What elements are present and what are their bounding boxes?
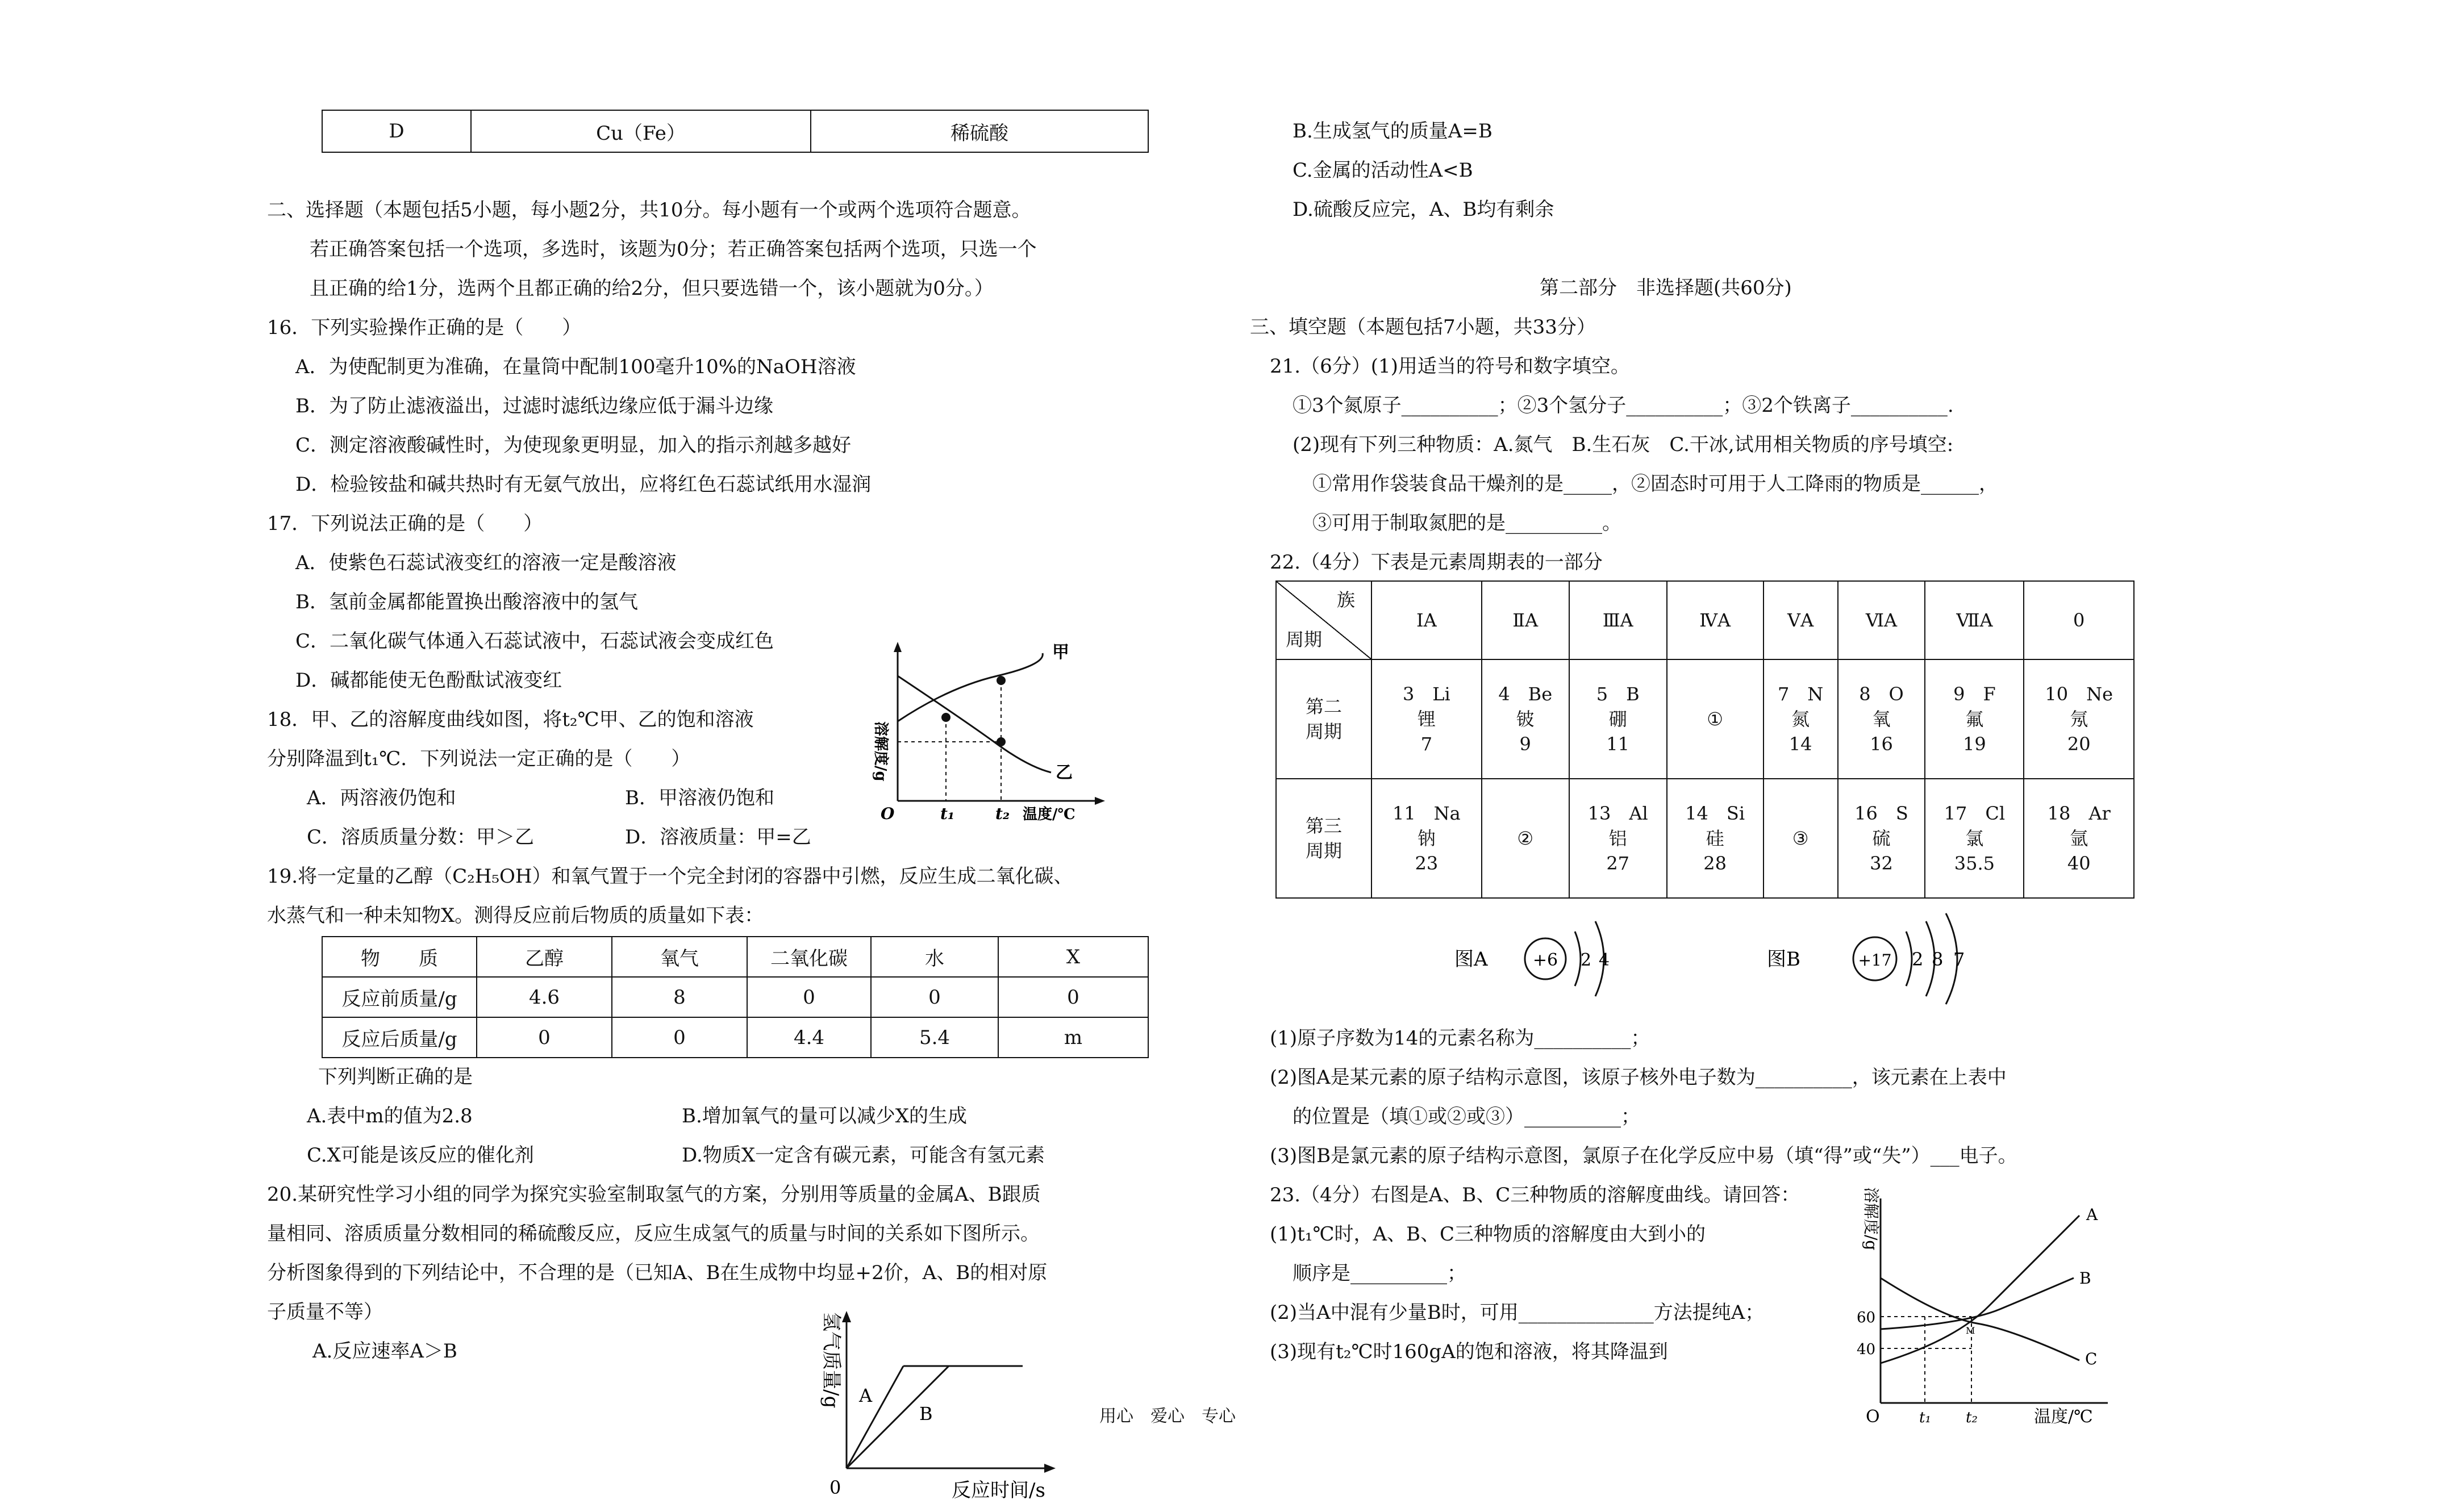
q19-table-cell: 4.4	[747, 1017, 871, 1058]
q17-option: A．使紫色石蕊试液变红的溶液一定是酸溶液	[295, 552, 677, 574]
q19-line: 19.将一定量的乙醇（C₂H₅OH）和氧气置于一个完全封闭的容器中引燃，反应生成二氧化碳、	[267, 865, 1073, 888]
element-cell: 9 F 氟 19	[1925, 659, 2024, 779]
element-cell-blank: ①	[1667, 659, 1764, 779]
q16-option: A．为使配制更为准确，在量筒中配制100毫升10%的NaOH溶液	[295, 356, 856, 378]
q19-table-cell: 二氧化碳	[747, 937, 871, 977]
q22-stem: 22.（4分）下表是元素周期表的一部分	[1270, 551, 1603, 574]
q18-graph-t2: t₂	[995, 804, 1010, 823]
q18-graph-xlabel: 温度/℃	[1023, 806, 1075, 823]
q19-table-cell: 反应后质量/g	[322, 1017, 477, 1058]
periodic-table-row	[1276, 659, 2134, 779]
fig-b-label: 图B	[1767, 948, 1800, 971]
q22-sub: (3)图B是氯元素的原子结构示意图，氯原子在化学反应中易（填“得”或“失”）___电子。	[1270, 1145, 2017, 1167]
group-header: ⅢA	[1569, 581, 1667, 659]
element-cell-blank: ②	[1482, 779, 1569, 898]
q23-sub: (2)当A中混有少量B时，可用______________方法提纯A；	[1270, 1301, 1765, 1324]
q18-option: A．两溶液仍饱和	[307, 787, 456, 809]
group-header: ⅠA	[1371, 581, 1482, 659]
page-footer: 用心 爱心 专心	[1099, 1406, 1236, 1426]
q21-line: ①3个氮原子__________；②3个氢分子__________；③2个铁离子__________.	[1293, 394, 1954, 417]
q23-graph-ylabel: 溶解度/g	[1862, 1187, 1881, 1251]
element-cell: 18 Ar 氩 40	[2024, 779, 2134, 898]
group-header: ⅤA	[1764, 581, 1838, 659]
q22-sub: 的位置是（填①或②或③）__________；	[1293, 1105, 1640, 1128]
q21-line: 21.（6分）(1)用适当的符号和数字填空。	[1270, 355, 1630, 378]
element-cell: 10 Ne 氖 20	[2024, 659, 2134, 779]
q19-table-cell: 0	[612, 1017, 747, 1058]
fig-a-shell2: 4	[1599, 950, 1610, 970]
q23-sub: (1)t₁℃时，A、B、C三种物质的溶解度由大到小的	[1270, 1223, 1706, 1246]
element-cell: 3 Li 锂 7	[1371, 659, 1482, 779]
q23-graph-A: A	[2086, 1205, 2098, 1224]
q23-graph-t1: t₁	[1919, 1409, 1931, 1426]
q20-graph-A: A	[859, 1385, 873, 1406]
q23-sub: 顺序是__________；	[1293, 1262, 1466, 1285]
q20-line: 量相同、溶质质量分数相同的稀硫酸反应，反应生成氢气的质量与时间的关系如下图所示。	[267, 1222, 1040, 1245]
q19-table-cell: 氧气	[612, 937, 747, 977]
q16-option: B．为了防止滤液溢出，过滤时滤纸边缘应低于漏斗边缘	[295, 395, 773, 417]
element-cell: 14 Si 硅 28	[1667, 779, 1764, 898]
sec2-line: 若正确答案包括一个选项，多选时，该题为0分；若正确答案包括两个选项，只选一个	[310, 238, 1037, 261]
q19-table-header-row	[322, 937, 1148, 977]
q23-graph-C: C	[2085, 1350, 2098, 1368]
q19-option: A.表中m的值为2.8	[307, 1105, 473, 1127]
group-header: ⅡA	[1482, 581, 1569, 659]
top-table-cell: 稀硫酸	[811, 110, 1148, 152]
q17-option: D．碱都能使无色酚酞试液变红	[295, 669, 562, 692]
q18-graph-origin: O	[881, 804, 895, 823]
group-header: ⅣA	[1667, 581, 1764, 659]
q19-table-cell: 物 质	[322, 937, 477, 977]
q19-table-cell: 0	[871, 977, 998, 1017]
q20-line: 子质量不等）	[267, 1301, 383, 1323]
element-cell: 17 Cl 氯 35.5	[1925, 779, 2024, 898]
q21-line: (2)现有下列三种物质：A.氮气 B.生石灰 C.干冰,试用相关物质的序号填空:	[1293, 433, 1954, 456]
group-header: 0	[2024, 581, 2134, 659]
q23-graph-y60: 60	[1857, 1309, 1876, 1326]
q18-graph-jia: 甲	[1052, 642, 1069, 662]
group-header: ⅦA	[1925, 581, 2024, 659]
atom-structure-diagrams	[1432, 909, 2028, 1005]
periodic-table	[1275, 580, 2135, 899]
q18-graph-ylabel: 溶解度/g	[872, 721, 889, 782]
top-table-cell: Cu（Fe）	[471, 110, 811, 152]
q19-table-cell: 0	[477, 1017, 612, 1058]
q20-option: B.生成氢气的质量A=B	[1293, 120, 1493, 143]
fig-b-nucleus: +17	[1858, 951, 1892, 970]
sec2-line: 且正确的给1分，选两个且都正确的给2分，但只要选错一个，该小题就为0分。）	[310, 277, 994, 300]
period-label: 第三 周期	[1276, 779, 1371, 898]
q19-option: D.物质X一定含有碳元素，可能含有氢元素	[682, 1144, 1045, 1167]
q23-solubility-graph	[1841, 1187, 2409, 1431]
q20-line: 20.某研究性学习小组的同学为探究实验室制取氢气的方案，分别用等质量的金属A、B跟质	[267, 1183, 1041, 1206]
q18-line: 18．甲、乙的溶解度曲线如图，将t₂℃甲、乙的饱和溶液	[267, 708, 754, 731]
q19-table-cell: 0	[747, 977, 871, 1017]
q19-option: C.X可能是该反应的催化剂	[307, 1144, 534, 1167]
element-cell: 5 B 硼 11	[1569, 659, 1667, 779]
q20-line: 分析图象得到的下列结论中，不合理的是（已知A、B在生成物中均显+2价，A、B的相对原	[267, 1262, 1048, 1284]
q20-option: C.金属的活动性A<B	[1293, 159, 1473, 182]
q20-graph-xlabel: 反应时间/s	[952, 1479, 1045, 1502]
q23-graph-xlabel: 温度/℃	[2034, 1407, 2093, 1427]
periodic-table-header-row	[1276, 581, 2134, 659]
element-cell: 4 Be 铍 9	[1482, 659, 1569, 779]
fig-b-shell1: 2	[1912, 949, 1924, 970]
group-header: ⅥA	[1838, 581, 1925, 659]
q21-line: ③可用于制取氮肥的是__________。	[1312, 512, 1621, 534]
q19-mass-table	[322, 936, 1149, 1058]
q19-judge: 下列判断正确的是	[318, 1066, 473, 1088]
q23-graph-B: B	[2079, 1269, 2091, 1288]
element-cell: 8 O 氧 16	[1838, 659, 1925, 779]
q19-table-row	[322, 1017, 1148, 1058]
q18-option: B．甲溶液仍饱和	[625, 787, 774, 809]
q19-table-cell: 反应前质量/g	[322, 977, 477, 1017]
sec3-title: 三、填空题（本题包括7小题，共33分）	[1250, 316, 1596, 339]
q22-sub: (1)原子序数为14的元素名称为__________；	[1270, 1027, 1650, 1050]
q23-graph-M: M	[1966, 1325, 1975, 1336]
q18-option: D．溶液质量：甲=乙	[625, 826, 811, 849]
part2-title: 第二部分 非选择题(共60分)	[1540, 277, 1792, 299]
fig-a-label: 图A	[1454, 948, 1488, 971]
periodic-table-row	[1276, 779, 2134, 898]
q22-sub: (2)图A是某元素的原子结构示意图，该原子核外电子数为__________，该元素在上表中	[1270, 1066, 2007, 1089]
corner-group-label: 族	[1336, 589, 1355, 611]
q16-option: C．测定溶液酸碱性时，为使现象更明显，加入的指示剂越多越好	[295, 434, 852, 457]
q19-line: 水蒸气和一种未知物X。测得反应前后物质的质量如下表：	[267, 904, 764, 927]
element-cell: 11 Na 钠 23	[1371, 779, 1482, 898]
element-cell-blank: ③	[1764, 779, 1838, 898]
fig-b-shell3: 7	[1953, 949, 1965, 970]
top-table	[322, 110, 1149, 153]
q19-table-cell: m	[998, 1017, 1148, 1058]
q18-graph-t1: t₁	[940, 804, 955, 823]
fig-b-shell2: 8	[1932, 949, 1944, 970]
q17-option: C．二氧化碳气体通入石蕊试液中，石蕊试液会变成红色	[295, 630, 774, 653]
element-cell: 16 S 硫 32	[1838, 779, 1925, 898]
q16-stem: 16．下列实验操作正确的是（ ）	[267, 316, 582, 339]
top-table-cell: D	[322, 110, 471, 152]
q20-hydrogen-graph	[795, 1301, 1068, 1511]
q19-table-cell: 乙醇	[477, 937, 612, 977]
q23-stem: 23.（4分）右图是A、B、C三种物质的溶解度曲线。请回答：	[1270, 1184, 1800, 1206]
q18-option: C．溶质质量分数：甲＞乙	[307, 826, 535, 849]
element-cell: 7 N 氮 14	[1764, 659, 1838, 779]
q19-table-cell: 0	[998, 977, 1148, 1017]
sec2-line: 二、选择题（本题包括5小题，每小题2分，共10分。每小题有一个或两个选项符合题意。	[267, 199, 1031, 222]
q23-sub: (3)现有t₂℃时160gA的饱和溶液，将其降温到	[1270, 1340, 1668, 1363]
q17-option: B．氢前金属都能置换出酸溶液中的氢气	[295, 591, 638, 613]
q23-graph-y40: 40	[1857, 1341, 1876, 1358]
q19-option: B.增加氧气的量可以减少X的生成	[682, 1105, 967, 1127]
q18-solubility-graph	[852, 636, 1114, 824]
q19-table-cell: 5.4	[871, 1017, 998, 1058]
q19-table-cell: 8	[612, 977, 747, 1017]
q20-graph-ylabel: 氢气质量/g	[820, 1312, 843, 1409]
corner-period-label: 周期	[1286, 629, 1323, 650]
periodic-table-corner	[1276, 581, 1371, 659]
q19-table-cell: X	[998, 937, 1148, 977]
q20-option: D.硫酸反应完，A、B均有剩余	[1293, 198, 1554, 221]
period-label: 第二 周期	[1276, 659, 1371, 779]
q16-option: D．检验铵盐和碱共热时有无氨气放出，应将红色石蕊试纸用水湿润	[295, 473, 872, 496]
element-cell: 13 Al 铝 27	[1569, 779, 1667, 898]
q23-graph-t2: t₂	[1966, 1409, 1978, 1426]
q19-table-cell: 水	[871, 937, 998, 977]
q23-graph-origin: O	[1866, 1407, 1880, 1427]
q19-table-row	[322, 977, 1148, 1017]
q19-table-cell: 4.6	[477, 977, 612, 1017]
q18-line: 分别降温到t₁℃．下列说法一定正确的是（ ）	[267, 747, 691, 770]
fig-a-shell1: 2	[1581, 950, 1592, 970]
fig-a-nucleus: +6	[1532, 950, 1558, 970]
q18-graph-yi: 乙	[1056, 763, 1073, 783]
q20-graph-origin: 0	[829, 1477, 841, 1498]
q20-graph-B: B	[919, 1403, 933, 1425]
q17-stem: 17．下列说法正确的是（ ）	[267, 512, 543, 535]
q20-option: A.反应速率A＞B	[312, 1340, 457, 1363]
q21-line: ①常用作袋装食品干燥剂的是_____，②固态时可用于人工降雨的物质是______，	[1312, 473, 1998, 495]
